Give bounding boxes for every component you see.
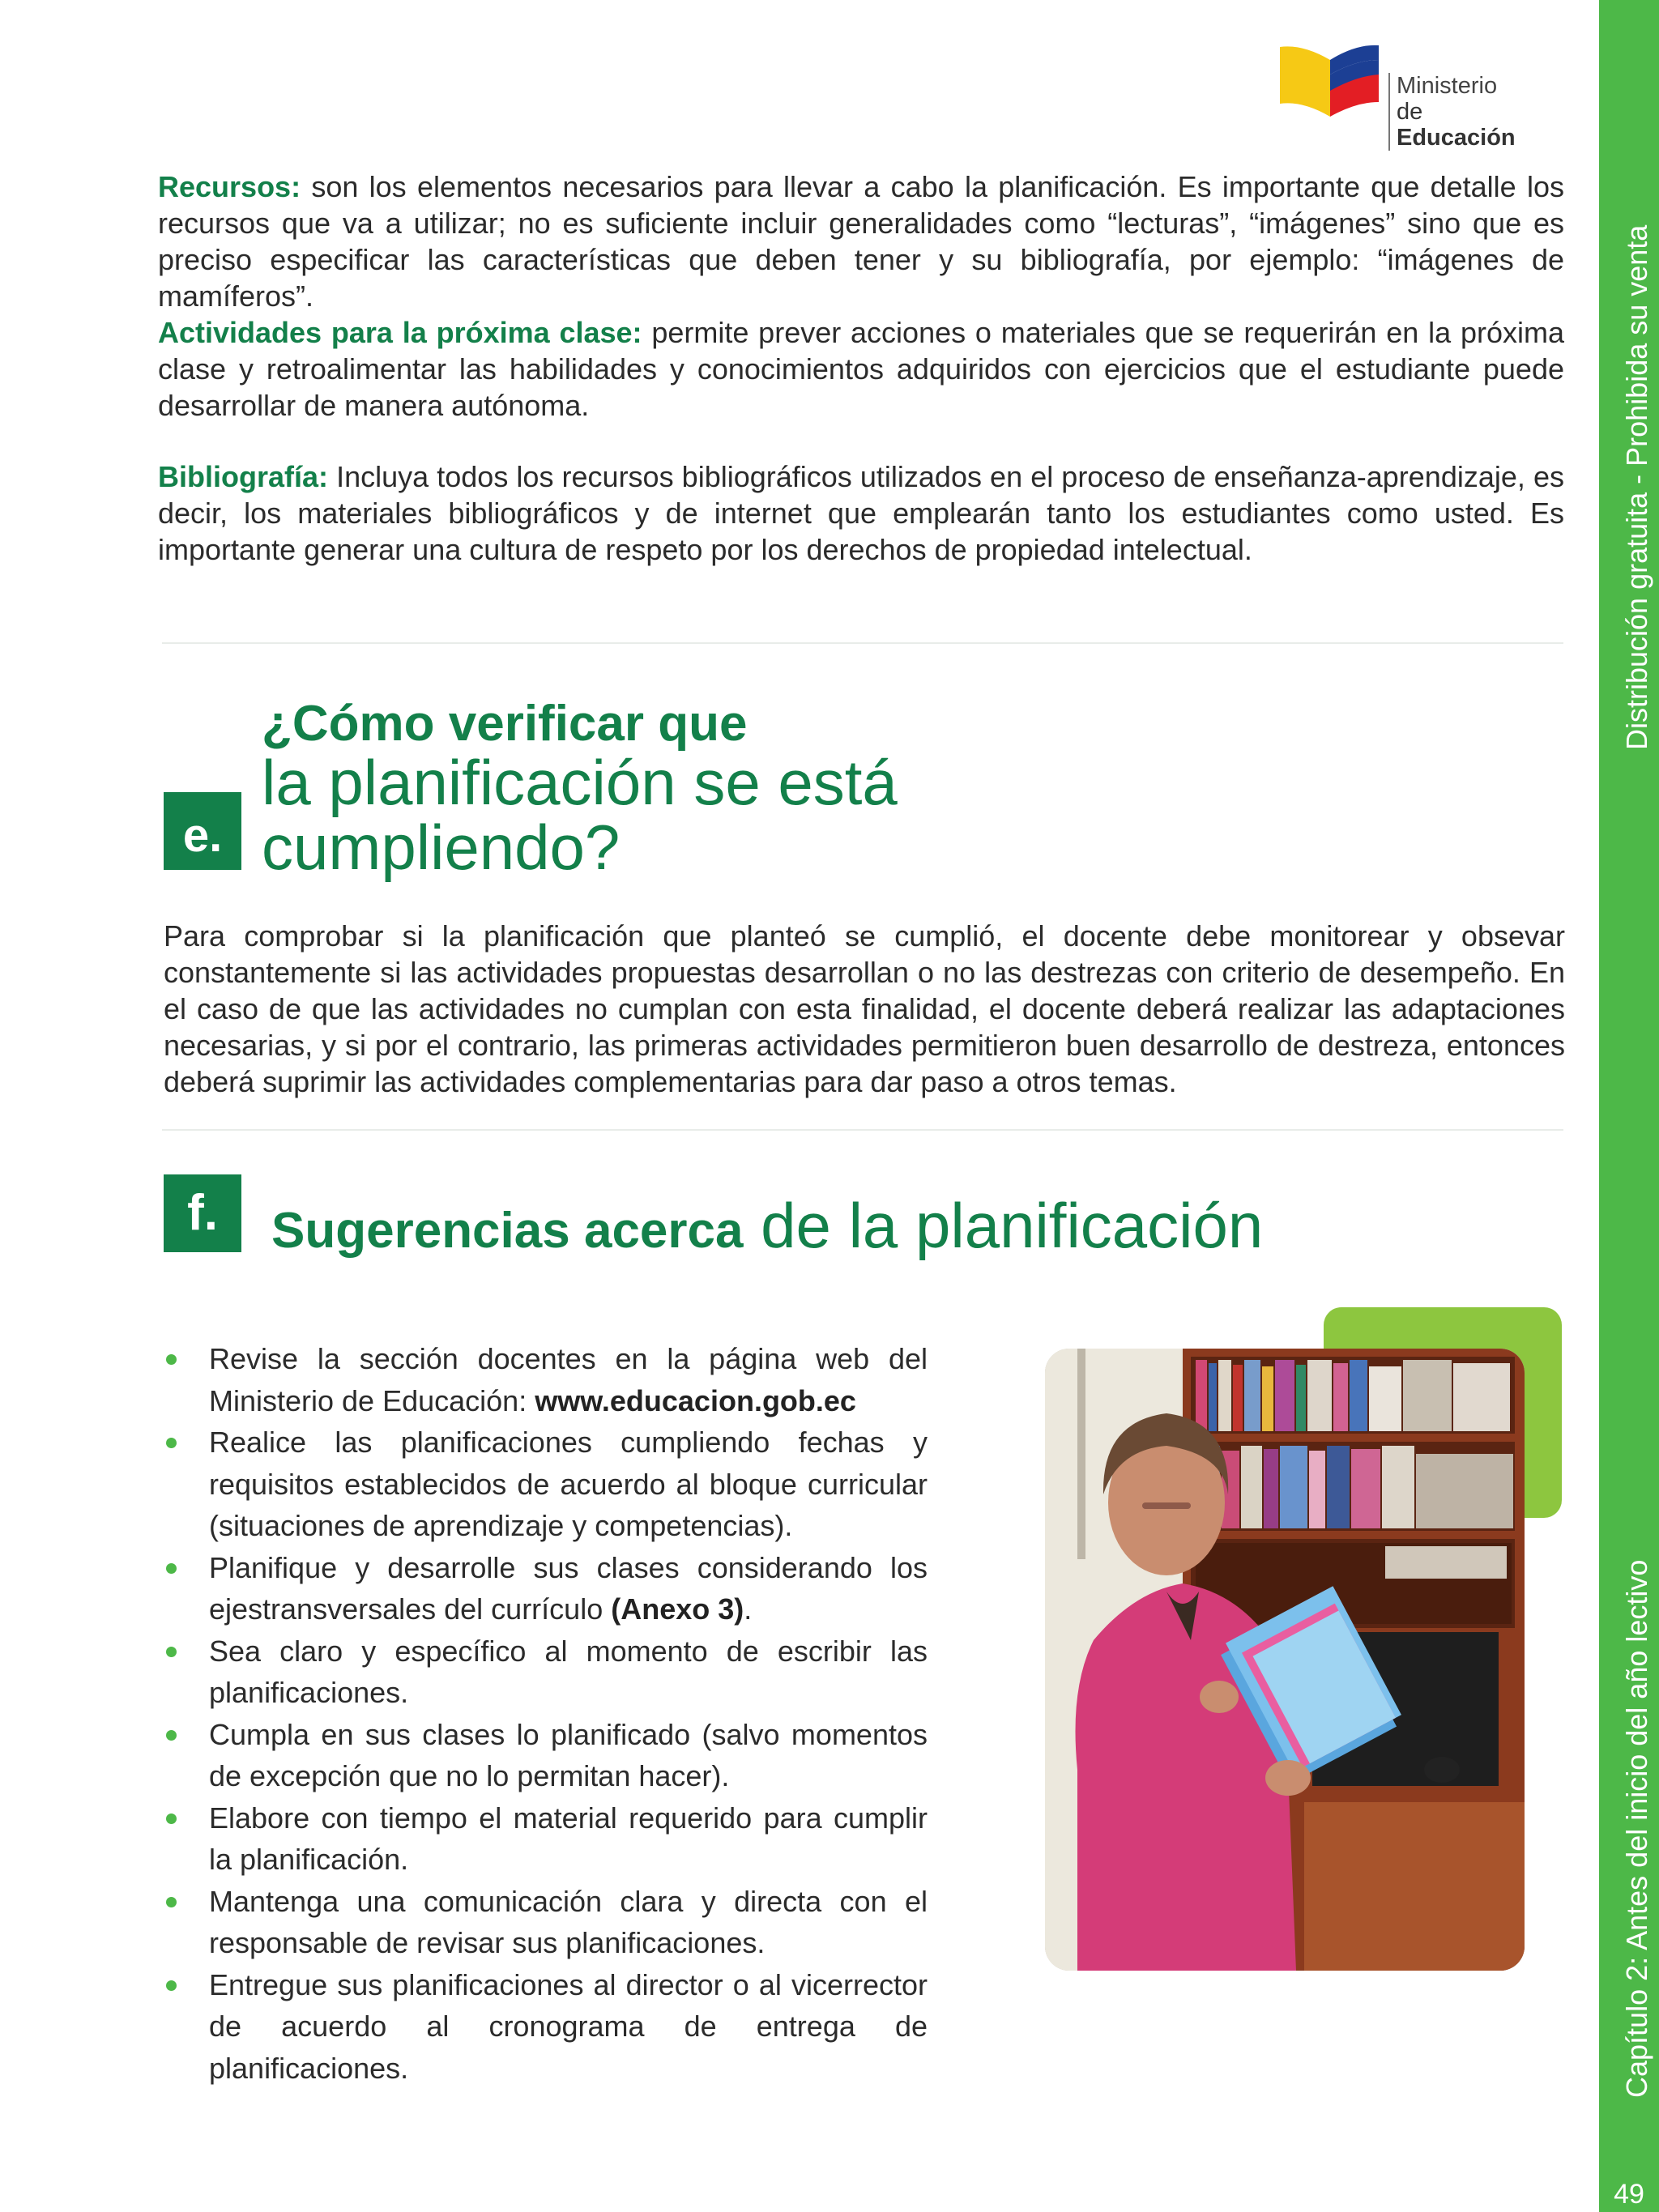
recursos-paragraph [158,168,1564,314]
logo-line2-prefix: de [1397,99,1423,125]
recursos-body: son los elementos necesarios para llevar a cabo la planificación. Es importante que detalle los recursos que va a utilizar; no es suficiente incluir generalidades como “lecturas”, “imágenes” sino que es preciso especificar las características que deben tener y su bibliografía, por ejemplo: “imágenes de mamíferos”. [158,170,1564,313]
bullet-icon [166,1730,177,1741]
list-item [158,1881,928,1964]
section-f-badge: f. [164,1174,241,1252]
distribution-notice: Distribución gratuita - Prohibida su venta [1620,224,1653,750]
section-e-title-bold: ¿Cómo verificar que [262,696,748,752]
list-item-bold: www.educacion.gob.ec [535,1383,856,1417]
teacher-with-books-illustration [1045,1349,1525,1971]
actividades-lead: Actividades para la próxima clase: [158,316,642,349]
section-f-title [271,1189,1263,1263]
section-f-title-bold: Sugerencias acerca [271,1203,744,1259]
section-e-body: Para comprobar si la planificación que planteó se cumplió, el docente debe monitorear y obsevar constantemente si las actividades propuestas desarrollan o no las destrezas con criterio de desempeño. En el caso de que las actividades no cumplan con esta finalidad, el docente deberá realizar las adaptaciones necesarias, y si por el contrario, las primeras actividades permitieron buen desarrollo de destreza, entonces deberá suprimir las actividades complementarias para dar paso a otros temas. [164,919,1565,1098]
bullet-icon [166,1647,177,1657]
bullet-icon [166,1354,177,1365]
section-e-badge: e. [164,792,241,870]
bullet-icon [166,1813,177,1824]
suggestions-list [158,1338,928,2089]
bibliografia-body: Incluya todos los recursos bibliográficos utilizados en el proceso de enseñanza-aprendizaje, es decir, los materiales bibliográficos y de internet que emplearán tanto los estudiantes como usted. Es importante generar una cultura de respeto por los derechos de propiedad intelectual. [158,460,1564,566]
list-item [158,1421,928,1547]
list-item [158,1547,928,1630]
recursos-lead: Recursos: [158,170,301,203]
logo-text [1388,73,1546,151]
list-item-text: Realice las planificaciones cumpliendo fechas y requisitos establecidos de acuerdo al bloque curricular (situaciones de aprendizaje y competencias). [209,1426,928,1542]
actividades-body: permite prever acciones o materiales que se requerirán en la próxima clase y retroalimentar las habilidades y conocimientos adquiridos con ejercicios que el estudiante puede desarrollar de manera autónoma. [158,316,1564,422]
bullet-icon [166,1980,177,1991]
list-item-text: Planifique y desarrolle sus clases considerando los ejestransversales del currículo [209,1550,928,1626]
logo-line2 [1397,99,1546,151]
list-item [158,1964,928,2090]
flag-book-icon [1278,42,1384,123]
actividades-paragraph [158,314,1564,424]
list-item-bold: (Anexo 3) [611,1592,744,1626]
list-item [158,1338,928,1421]
list-item [158,1714,928,1797]
chapter-label: Capítulo 2: Antes del inicio del año lectivo [1620,1559,1653,2098]
logo-line1: Ministerio [1397,73,1498,99]
bibliografia-lead: Bibliografía: [158,460,329,493]
list-item-text: Mantenga una comunicación clara y directa con el responsable de revisar sus planificaciones. [209,1884,928,1959]
list-item-text: Cumpla en sus clases lo planificado (salvo momentos de excepción que no lo permitan hacer). [209,1717,928,1792]
list-item [158,1797,928,1881]
list-item-after: . [744,1592,753,1626]
bullet-icon [166,1438,177,1448]
bullet-icon [166,1897,177,1907]
section-e-title-line3: cumpliendo? [262,812,621,883]
section-e-title [262,747,898,883]
bibliografia-paragraph [158,458,1564,568]
logo-line2-bold: Educación [1397,125,1516,151]
list-item-text: Sea claro y específico al momento de escribir las planificaciones. [209,1634,928,1709]
list-item-text: Entregue sus planificaciones al director o al vicerrector de acuerdo al cronograma de entrega de planificaciones. [209,1967,928,2085]
bullet-icon [166,1563,177,1574]
ministerio-logo [1278,42,1546,151]
section-divider [162,1129,1563,1131]
section-f-title-regular: de la planificación [743,1190,1264,1261]
teacher-photo [1045,1349,1525,1971]
section-e-title-line2: la planificación se está [262,747,898,818]
section-divider [162,642,1563,644]
list-item-text: Revise la sección docentes en la página web del Ministerio de Educación: [209,1342,928,1417]
page-number: 49 [1614,2179,1644,2210]
list-item-text: Elabore con tiempo el material requerido para cumplir la planificación. [209,1801,928,1876]
list-item [158,1630,928,1714]
